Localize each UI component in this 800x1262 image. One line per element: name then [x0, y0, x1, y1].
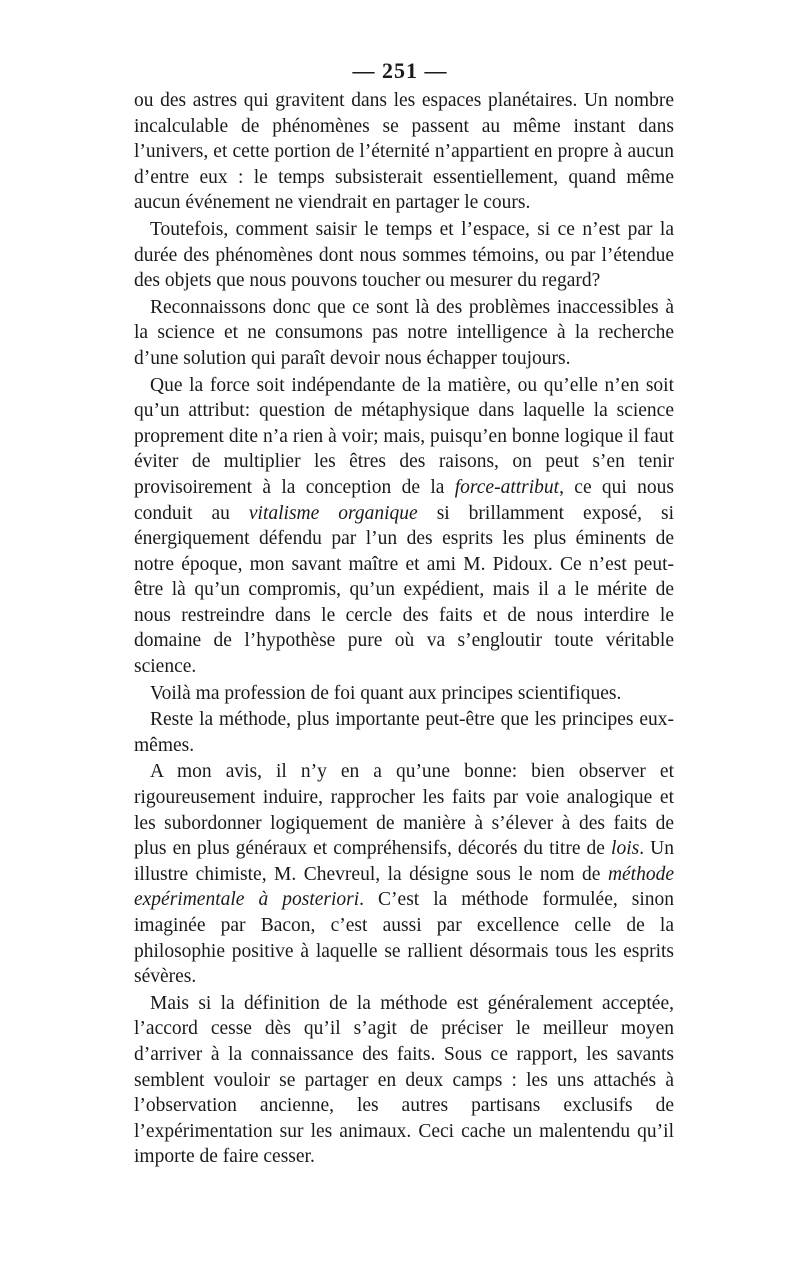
- paragraph-1-text: ou des astres qui gravitent dans les espaces planétaires. Un nombre incalculable de phénomènes se passent au même instant dans l’univers, et cette portion de l’éternité n’appartient en propre à aucun d’entre eux : le temps subsisterait essentiellement, quand même aucun événement ne viendrait en partager le cours.: [134, 90, 674, 214]
- paragraph-4-text-c: si brillamment exposé, si énergiquement défendu par l’un des esprits les plus éminents de notre époque, mon savant maître et ami M. Pidoux. Ce n’est peut-être là qu’un compromis, qu’un expédient, mais il a le mérite de nous restreindre dans le cercle des faits et de nous interdire le domaine de l’hypothèse pure où va s’engloutir toute véritable science.: [134, 502, 674, 678]
- paragraph-5: [134, 681, 674, 707]
- paragraph-4-italic-vitalisme: vitalisme organique: [248, 502, 418, 524]
- paragraph-3-text: Reconnaissons donc que ce sont là des problèmes inaccessibles à la science et ne consumons pas notre intelligence à la recherche d’une solution qui paraît devoir nous échapper toujours.: [134, 296, 674, 369]
- page-number: — 251 —: [352, 58, 448, 83]
- paragraph-7: [134, 759, 674, 989]
- paragraph-2: [134, 217, 674, 294]
- paragraph-8-text: Mais si la définition de la méthode est généralement acceptée, l’accord cesse dès qu’il s’agit de préciser le meilleur moyen d’arriver à la connaissance des faits. Sous ce rapport, les savants semblent vouloir se partager en deux camps : les uns attachés à l’observation ancienne, les autres partisans exclusifs de l’expérimentation sur les animaux. Ceci cache un malentendu qu’il importe de faire cesser.: [134, 992, 674, 1168]
- paragraph-7-text-b: . Un illustre chimiste, M. Chevreul, la désigne sous le nom de: [134, 838, 674, 885]
- paragraph-3: [134, 295, 674, 372]
- paragraph-4-text-b: , ce qui nous conduit au: [134, 476, 674, 524]
- paragraph-6: [134, 707, 674, 758]
- paragraph-6-text: Reste la méthode, plus importante peut-être que les principes eux-mêmes.: [134, 709, 674, 756]
- paragraph-4: [134, 373, 674, 680]
- paragraph-7-italic-methode: méthode expérimentale à posteriori: [134, 863, 674, 911]
- paragraph-7-italic-lois: lois: [611, 838, 640, 860]
- paragraph-4-text-a: Que la force soit indépendante de la matière, ou qu’elle n’en soit qu’un attribut: question de métaphysique dans laquelle la science proprement dite n’a rien à voir; mais, puisqu’en bonne logique il faut éviter de multiplier les êtres des raisons, on peut s’en tenir provisoirement à la conception de la: [134, 374, 674, 498]
- body-text: [134, 88, 674, 1170]
- paragraph-7-text-c: . C’est la méthode formulée, sinon imaginée par Bacon, c’est aussi par excellence celle de la philosophie positive à laquelle se rallient désormais tous les esprits sévères.: [134, 889, 674, 988]
- paragraph-2-text: Toutefois, comment saisir le temps et l’espace, si ce n’est par la durée des phénomènes dont nous sommes témoins, ou par l’étendue des objets que nous pouvons toucher ou mesurer du regard?: [134, 218, 674, 292]
- paragraph-5-text: Voilà ma profession de foi quant aux principes scientifiques.: [150, 682, 622, 704]
- paragraph-7-text-a: A mon avis, il n’y en a qu’une bonne: bien observer et rigoureusement induire, rapprocher les faits par voie analogique et les subordonner logiquement de manière à s’élever à des faits de plus en plus généraux et compréhensifs, décorés du titre de: [134, 761, 674, 860]
- paragraph-1: [134, 88, 674, 216]
- paragraph-4-italic-force-attribut: force-attribut: [454, 476, 560, 498]
- paragraph-8: [134, 991, 674, 1170]
